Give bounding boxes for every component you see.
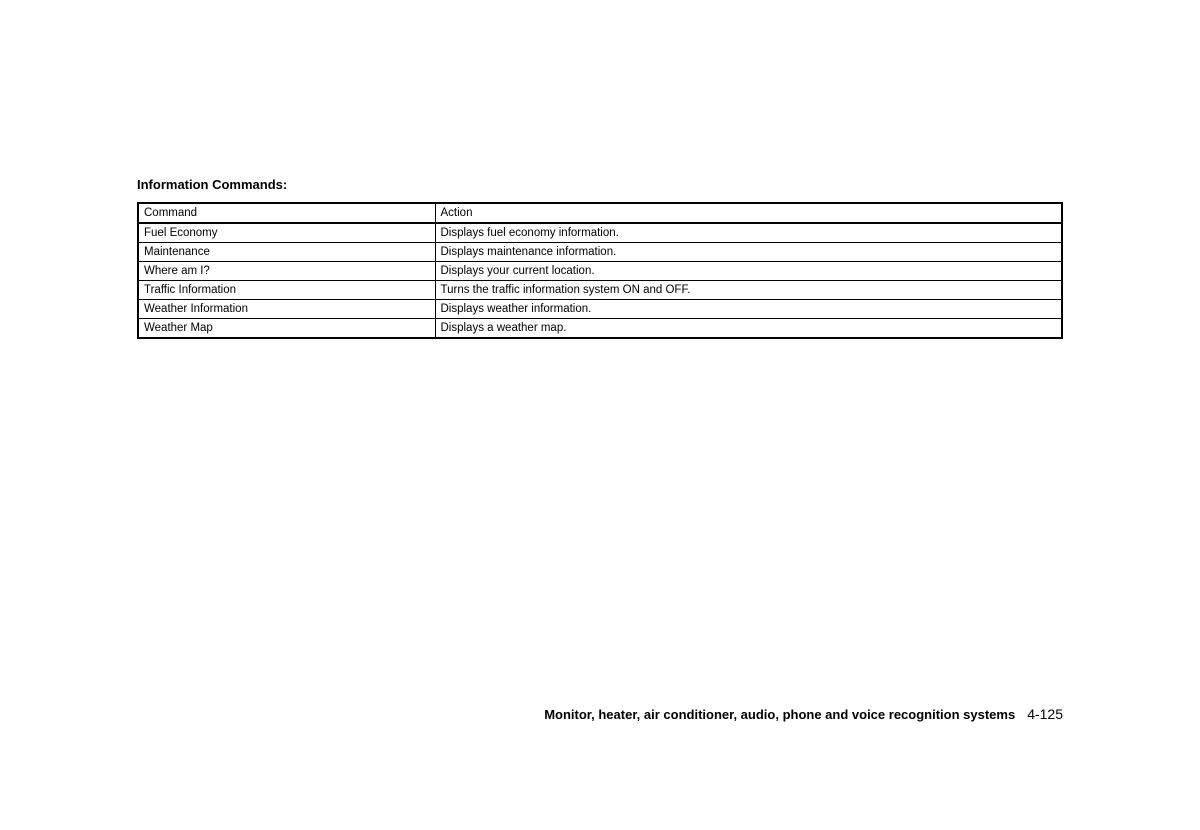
column-header-command: Command	[138, 203, 435, 223]
action-cell: Displays weather information.	[435, 300, 1062, 319]
action-cell: Displays a weather map.	[435, 319, 1062, 339]
table-row	[138, 223, 1062, 243]
information-commands-table	[137, 202, 1063, 339]
column-header-action: Action	[435, 203, 1062, 223]
command-cell: Maintenance	[138, 243, 435, 262]
table-row	[138, 300, 1062, 319]
action-cell: Displays your current location.	[435, 262, 1062, 281]
command-cell: Weather Map	[138, 319, 435, 339]
section-heading: Information Commands:	[137, 177, 288, 192]
command-cell: Where am I?	[138, 262, 435, 281]
action-cell: Displays maintenance information.	[435, 243, 1062, 262]
table-row	[138, 281, 1062, 300]
table-header-row	[138, 203, 1062, 223]
command-cell: Weather Information	[138, 300, 435, 319]
page-number: 4-125	[1027, 706, 1063, 722]
command-cell: Fuel Economy	[138, 223, 435, 243]
table-row	[138, 262, 1062, 281]
command-cell: Traffic Information	[138, 281, 435, 300]
action-cell: Displays fuel economy information.	[435, 223, 1062, 243]
action-cell: Turns the traffic information system ON and OFF.	[435, 281, 1062, 300]
page-footer	[544, 705, 1063, 724]
footer-chapter-title: Monitor, heater, air conditioner, audio, phone and voice recognition systems	[544, 707, 1016, 722]
table-row	[138, 319, 1062, 339]
table-row	[138, 243, 1062, 262]
